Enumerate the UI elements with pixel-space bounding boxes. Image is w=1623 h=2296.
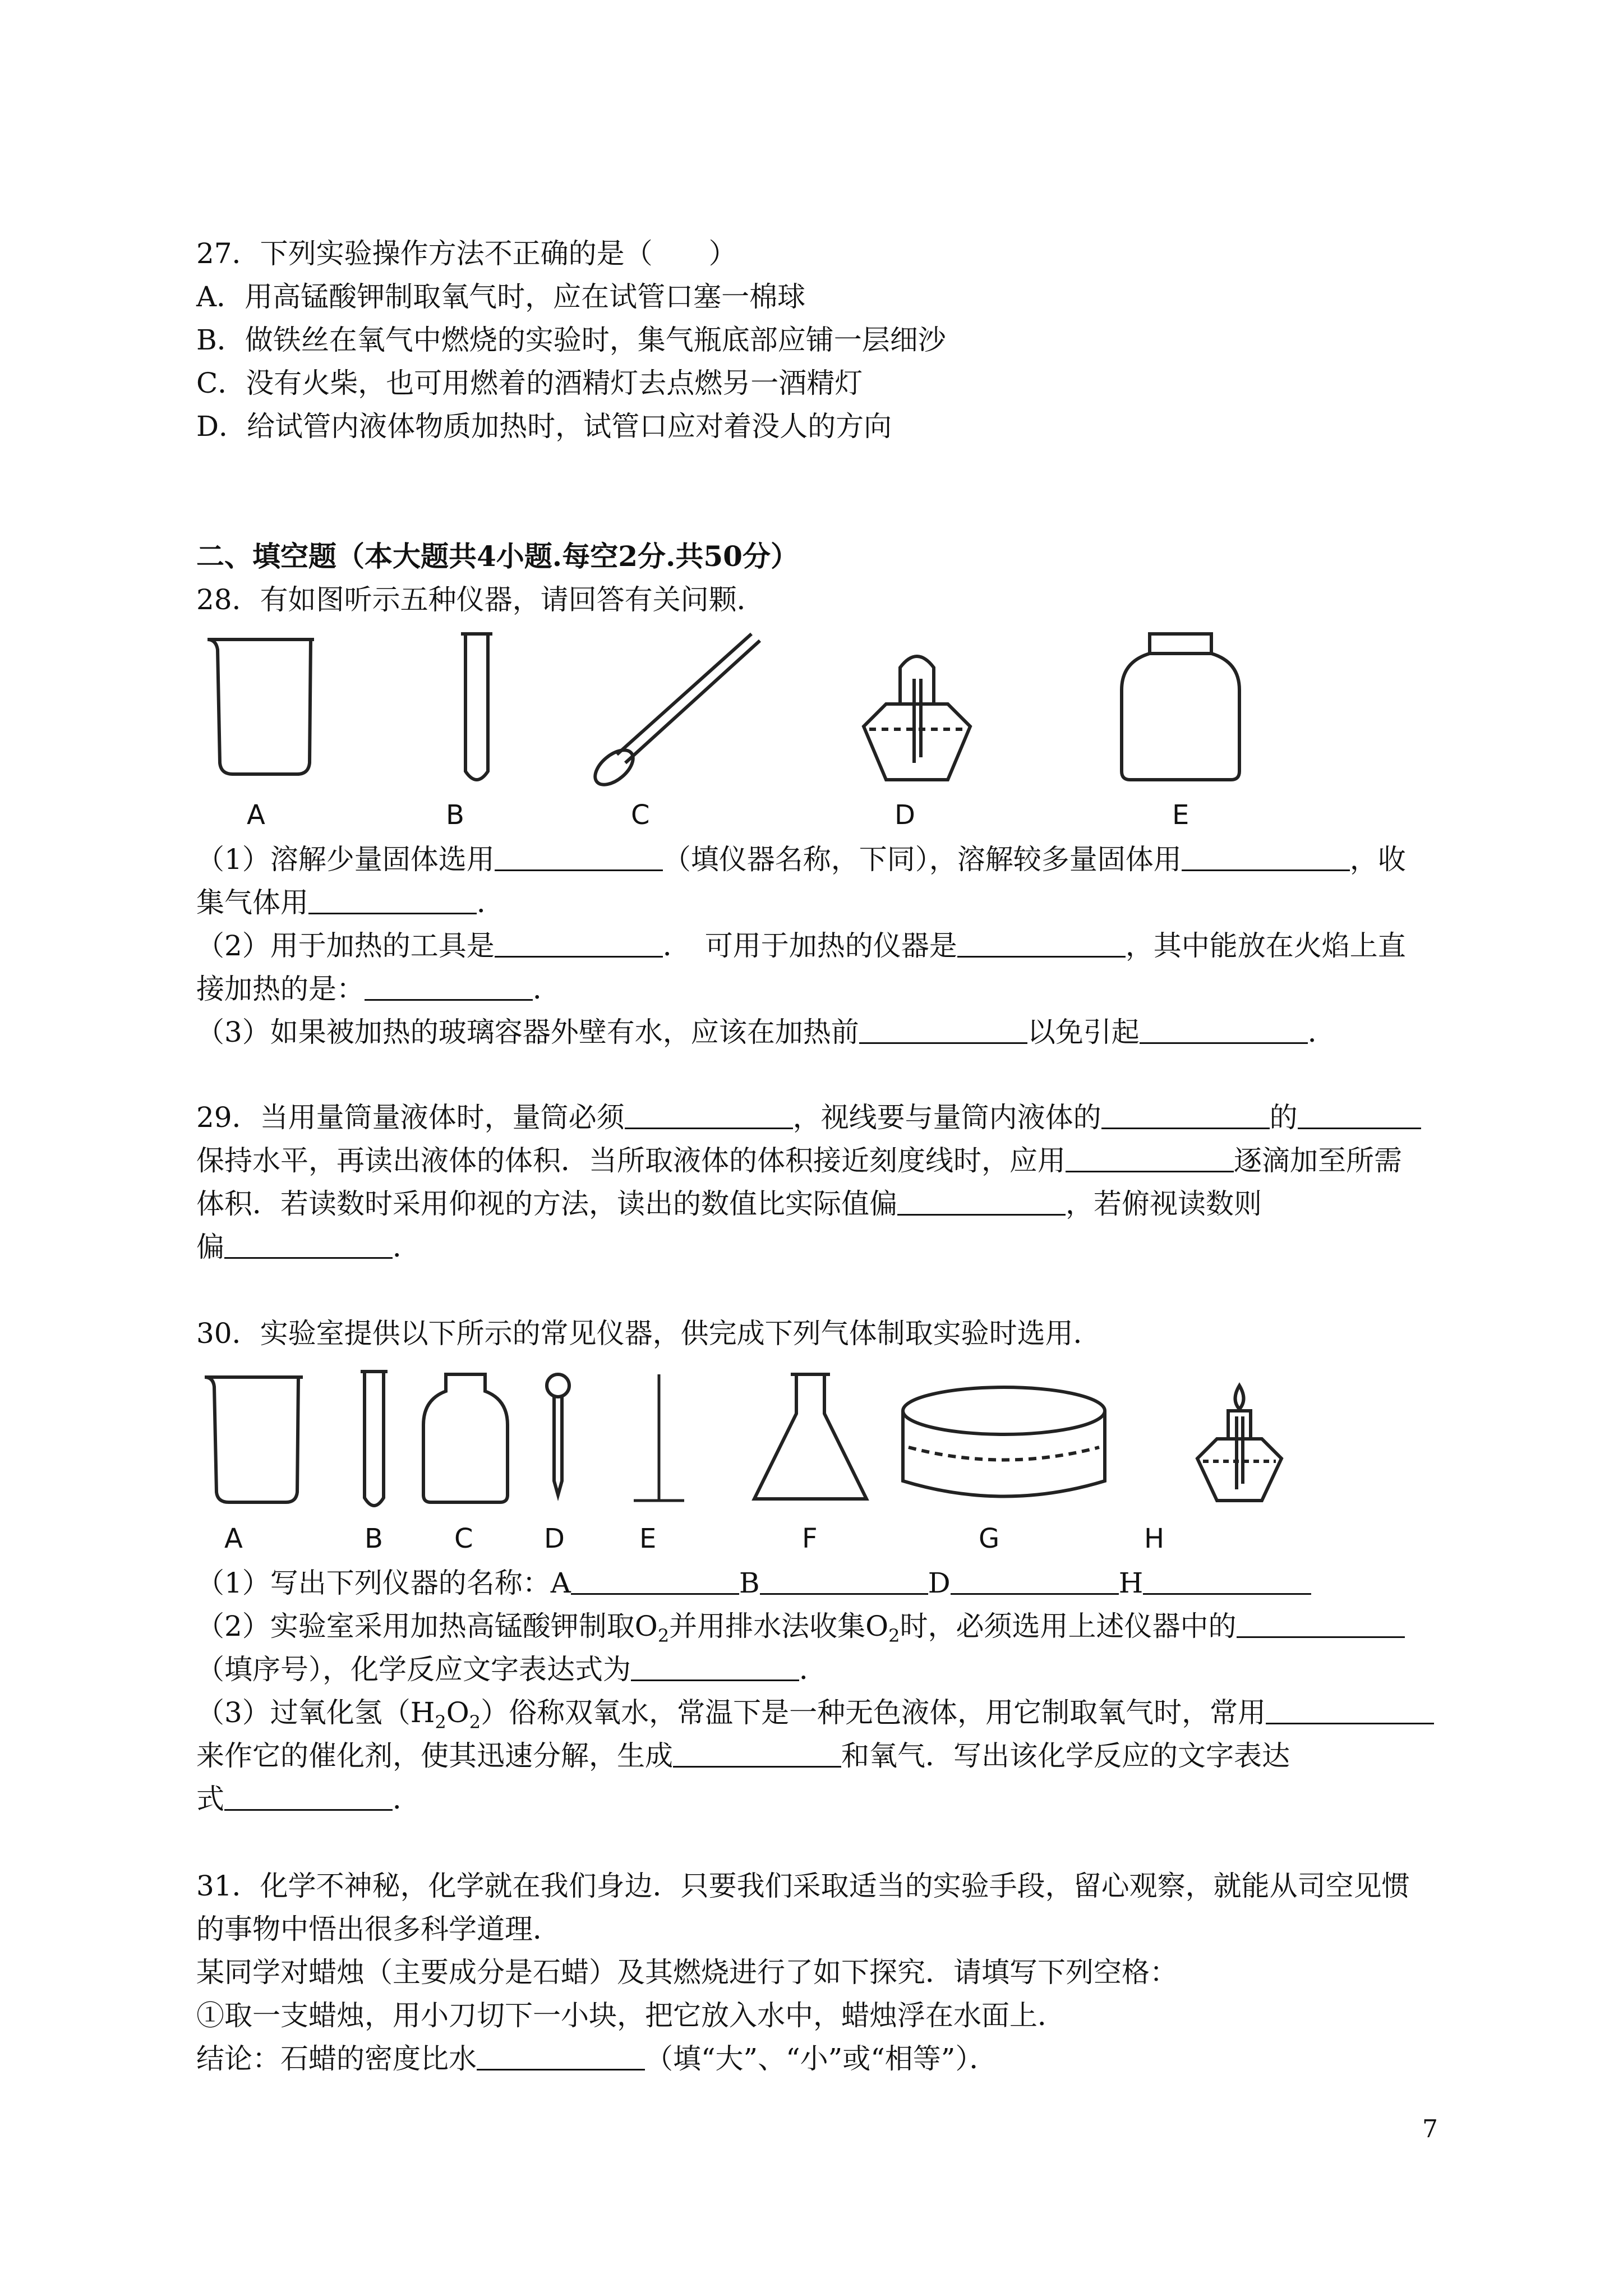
q29-line3: 体积．若读数时采用仰视的方法，读出的数值比实际值偏 ，若俯视读数则: [196, 1188, 1262, 1220]
answer-blank[interactable]: [1266, 1697, 1434, 1724]
q29-line2: 保持水平，再读出液体的体积．当所取液体的体积接近刻度线时，应用 逐滴加至所需: [196, 1144, 1402, 1177]
q30-label-a: A: [224, 1523, 243, 1554]
q28-part1-line1: （1）溶解少量固体选用 （填仪器名称，下同），溶解较多量固体用 ，收: [196, 843, 1406, 876]
q28-part2-line1: （2）用于加热的工具是 ． 可用于加热的仪器是 ，其中能放在火焰上直: [196, 930, 1406, 962]
alcohol-lamp-icon: [864, 656, 970, 780]
q27-option-d: D．给试管内液体物质加热时，试管口应对着没人的方向: [196, 410, 892, 443]
q27-option-a: A．用高锰酸钾制取氧气时，应在试管口塞一棉球: [196, 280, 806, 313]
test-tube-icon: [461, 634, 492, 780]
q28-stem: 28．有如图听示五种仪器，请回答有关问颗．: [196, 583, 765, 616]
alcohol-lamp-icon: [1197, 1411, 1281, 1501]
q28-label-a: A: [247, 799, 265, 831]
gas-bottle-icon: [1122, 634, 1239, 780]
q28-part1-line2: 集气体用 ．: [196, 886, 505, 919]
q30-part1: （1）写出下列仪器的名称：A B D H: [196, 1565, 1311, 1601]
answer-blank[interactable]: [224, 1231, 393, 1259]
q30-stem: 30．实验室提供以下所示的常见仪器，供完成下列气体制取实验时选用．: [196, 1317, 1101, 1350]
page-number: 7: [1422, 2115, 1438, 2143]
test-tube-icon: [361, 1372, 388, 1506]
spoon-icon: [617, 634, 760, 763]
q31-line5: 结论：石蜡的密度比水 （填“大”、“小”或“相等”）．: [196, 2042, 998, 2075]
dropper-icon: [554, 1397, 562, 1495]
conical-flask-icon: [754, 1374, 866, 1499]
q28-label-e: E: [1172, 799, 1189, 831]
q27-option-b: B．做铁丝在氧气中燃烧的实验时，集气瓶底部应铺一层细沙: [196, 324, 946, 356]
spoon-bowl-icon: [589, 743, 639, 791]
q31-line2: 的事物中悟出很多科学道理．: [196, 1913, 561, 1945]
answer-blank[interactable]: [1140, 1016, 1308, 1044]
q27-option-c: C．没有火柴，也可用燃着的酒精灯去点燃另一酒精灯: [196, 367, 863, 399]
q29-line4: 偏 ．: [196, 1231, 421, 1263]
answer-blank[interactable]: [859, 1016, 1027, 1044]
beaker-icon: [205, 1377, 303, 1502]
beaker-icon: [208, 639, 314, 774]
answer-blank[interactable]: [760, 1567, 928, 1595]
q30-part3-line1: （3）过氧化氢$(H_2O_2)$俗称双氧水，常温下是一种无色液体，用它制取氧气时，常用: [196, 1695, 1434, 1740]
q28-part2-line2: 接加热的是： ．: [196, 973, 561, 1005]
answer-blank[interactable]: [1298, 1102, 1421, 1129]
answer-blank[interactable]: [495, 844, 663, 871]
q31-line4: ①取一支蜡烛，用小刀切下一小块，把它放入水中，蜡烛浮在水面上．: [196, 1999, 1066, 2032]
q30-figure: [202, 1369, 1436, 1520]
answer-blank[interactable]: [897, 1188, 1066, 1216]
q30-label-d: D: [544, 1523, 565, 1554]
q28-label-d: D: [895, 799, 915, 831]
q28-label-c: C: [631, 799, 650, 831]
answer-blank[interactable]: [365, 973, 533, 1001]
answer-blank[interactable]: [308, 887, 477, 914]
answer-blank[interactable]: [625, 1102, 793, 1129]
q28-label-b: B: [446, 799, 464, 831]
answer-blank[interactable]: [1237, 1611, 1405, 1638]
answer-blank[interactable]: [477, 2043, 645, 2070]
q31-line3: 某同学对蜡烛（主要成分是石蜡）及其燃烧进行了如下探究．请填写下列空格：: [196, 1956, 1178, 1989]
q30-label-h: H: [1144, 1523, 1165, 1554]
q30-label-f: F: [802, 1523, 818, 1554]
answer-blank[interactable]: [673, 1740, 841, 1768]
dropper-bulb-icon: [547, 1374, 569, 1397]
q30-label-b: B: [365, 1523, 383, 1554]
answer-blank[interactable]: [1143, 1567, 1311, 1595]
answer-blank[interactable]: [224, 1783, 393, 1811]
q30-label-g: G: [979, 1523, 1000, 1554]
answer-blank[interactable]: [1182, 844, 1350, 871]
q30-label-e: E: [639, 1523, 657, 1554]
q28-part3: （3）如果被加热的玻璃容器外壁有水，应该在加热前 以免引起 ．: [196, 1016, 1336, 1048]
q30-label-c: C: [454, 1523, 473, 1554]
q30-part3-line2: 来作它的催化剂，使其迅速分解，生成 和氧气．写出该化学反应的文字表达: [196, 1740, 1290, 1772]
q29-line1: 29．当用量筒量液体时，量筒必须 ，视线要与量筒内液体的 的: [196, 1099, 1421, 1135]
q31-line1: 31．化学不神秘，化学就在我们身边．只要我们采取适当的实验手段，留心观察，就能从司空见惯: [196, 1870, 1410, 1902]
answer-blank[interactable]: [957, 930, 1126, 958]
q27-stem: 27．下列实验操作方法不正确的是（ ）: [196, 237, 737, 270]
answer-blank[interactable]: [571, 1567, 739, 1595]
water-trough-icon: [903, 1387, 1105, 1434]
section-title: 二、填空题（本大题共4小题.每空2分.共50分）: [196, 540, 799, 573]
gas-bottle-icon: [423, 1374, 508, 1502]
answer-blank[interactable]: [495, 930, 663, 958]
q30-part3-line3: 式 ．: [196, 1783, 421, 1815]
q28-figure: [202, 628, 1436, 797]
answer-blank[interactable]: [631, 1654, 799, 1681]
answer-blank[interactable]: [1066, 1145, 1234, 1172]
answer-blank[interactable]: [951, 1567, 1119, 1595]
answer-blank[interactable]: [1101, 1102, 1270, 1129]
iron-stand-icon: [634, 1374, 684, 1501]
q30-part2-line1: （2）实验室采用加热高锰酸钾制取$O_2$并用排水法收集$O_2$时，必须选用上述仪器中的: [196, 1608, 1405, 1654]
q30-part2-line2: （填序号），化学反应文字表达式为 ．: [196, 1653, 827, 1686]
